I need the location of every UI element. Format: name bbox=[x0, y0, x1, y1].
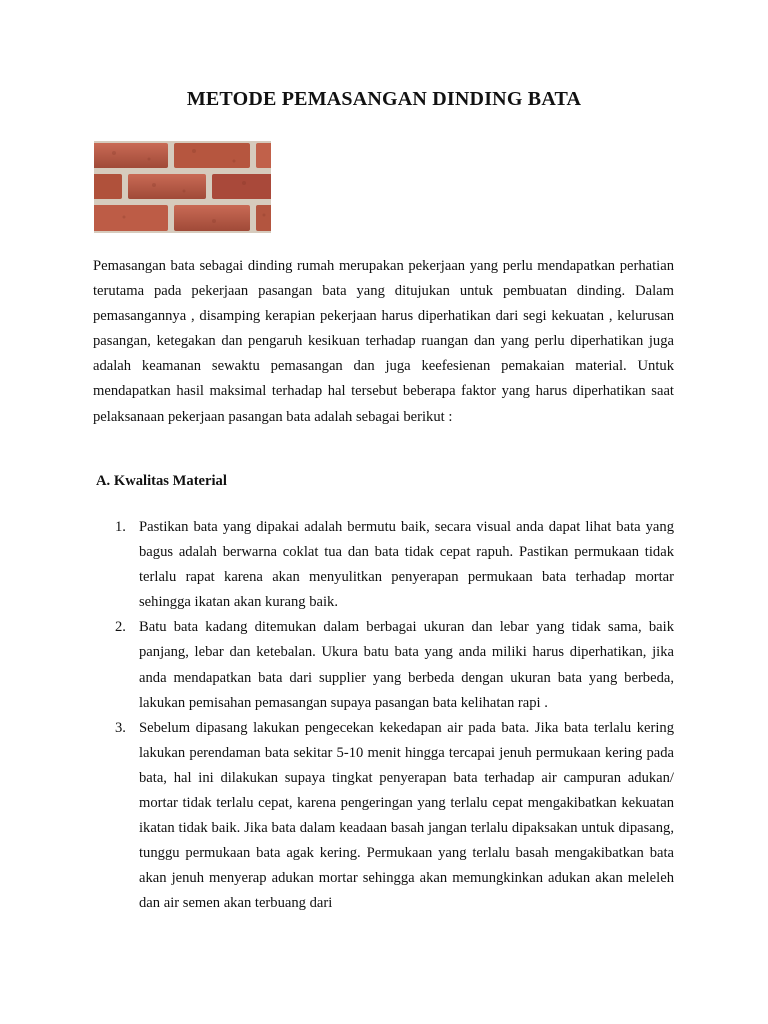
document-page: METODE PEMASANGAN DINDING BATA Pemasangan bata sebagai dinding rumah merupakan pekerjaan yang perlu mendapatkan perhatian terutama pada pekerjaan pasangan bata yang ditujukan untuk pembuatan dinding. Dalam pemasangannya , disamping kerapian pekerjaan harus diperhatikan dari segi kekuatan , kelurusan pasangan, ketegakan dan pengaruh kesikuan terhadap ruangan dan yang perlu diperhatikan juga adalah keamanan sewaktu pemasangan dan juga keefesienan pemakaian material. Untuk mendapatkan hasil maksimal terhadap hal tersebut beberapa faktor yang harus diperhatikan saat pelaksanaan pekerjaan pasangan bata adalah sebagai berikut : A. Kwalitas Material 1. Pastikan bata yang dipakai adalah bermutu baik, secara visual anda dapat lihat bata yang bagus adalah berwarna coklat tua dan bata tidak cepat rapuh. Pastikan permukaan tidak terlalu rapat karena akan menyulitkan penyerapan permukaan bata terhadap mortar sehingga ikatan akan kurang baik. 2. Batu bata kadang ditemukan dalam berbagai ukuran dan lebar yang tidak sama, baik panjang, lebar dan ketebalan. Ukura batu bata yang anda miliki harus diperhatikan, jika anda mendapatkan bata dari supplier yang berbeda dengan ukuran bata yang berbeda, lakukan pemisahan pemasangan supaya pasangan bata kelihatan rapi . 3. Sebelum dipasang lakukan pengecekan kekedapan air pada bata. Jika bata terlalu kering lakukan perendaman bata sekitar 5-10 menit hingga tercapai jenuh permukaan kering pada bata, hal ini dilakukan supaya tingkat penyerapan bata terhadap air campuran adukan/ mortar tidak terlalu cepat, karena pengeringan yang terlalu cepat mengakibatkan kekuatan ikatan tidak baik. Jika bata dalam keadaan basah jangan terlalu dipaksakan untuk dipasang, tunggu permukaan bata agak kering. Permukaan yang terlalu basah mengakibatkan bata akan jenuh menyerap adukan mortar sehingga akan memungkinkan adukan akan meleleh dan air semen akan terbuang dari bbox=[0, 0, 768, 1024]
section-heading-material: A. Kwalitas Material bbox=[96, 473, 227, 489]
brick-wall-image bbox=[94, 141, 271, 233]
intro-paragraph: Pemasangan bata sebagai dinding rumah merupakan pekerjaan yang perlu mendapatkan perhatian terutama pada pekerjaan pasangan bata yang ditujukan untuk pembuatan dinding. Dalam pemasangannya , disamping kerapian pekerjaan harus diperhatikan dari segi kekuatan , kelurusan pasangan, ketegakan dan pengaruh kesikuan terhadap ruangan dan yang perlu diperhatikan juga adalah keamanan sewaktu pemasangan dan juga keefesienan pemakaian material. Untuk mendapatkan hasil maksimal terhadap hal tersebut beberapa faktor yang harus diperhatikan saat pelaksanaan pekerjaan pasangan bata adalah sebagai berikut : bbox=[93, 258, 674, 425]
document-title: METODE PEMASANGAN DINDING BATA bbox=[186, 88, 582, 110]
